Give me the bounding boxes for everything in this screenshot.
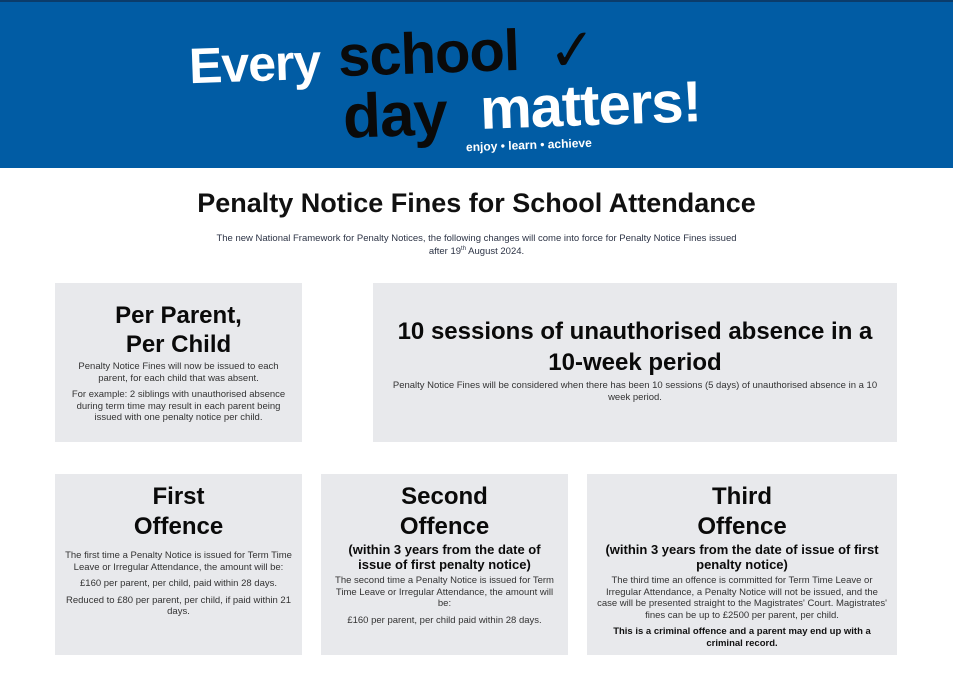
heading-line2: Offence <box>697 513 787 540</box>
checkmark-icon: ✓ <box>545 16 599 85</box>
heading-line1: First <box>152 483 205 510</box>
heading-line1: Second <box>401 483 488 510</box>
fine-amount-text: £160 per parent, per child paid within 28 days. <box>347 614 542 626</box>
fine-amount-text: £160 per parent, per child, paid within 28 days. <box>80 578 277 589</box>
card-heading <box>381 316 889 378</box>
criminal-record-warning: This is a criminal offence and a parent may end up with a criminal record. <box>613 626 871 649</box>
card-ten-sessions <box>373 283 897 442</box>
heading-line2: Offence <box>133 513 224 540</box>
heading-line1: Third <box>712 483 772 510</box>
page-subtitle <box>180 233 773 257</box>
subtitle-line1: The new National Framework for Penalty Notices, the following changes will come into force for Penalty Notice Fines issued <box>216 233 737 244</box>
card-second-offence <box>321 474 568 655</box>
card-heading <box>65 482 292 542</box>
heading-line1: Per Parent, <box>115 302 242 329</box>
subtitle-line2-pre: after 19 <box>428 246 462 258</box>
card-heading <box>595 482 889 542</box>
page-title: Penalty Notice Fines for School Attendance <box>197 188 756 218</box>
heading-line2: Offence <box>399 513 490 540</box>
subtitle-ordinal: th <box>461 246 467 252</box>
banner-word-matters: matters! <box>478 69 702 142</box>
campaign-banner <box>0 0 953 168</box>
card-per-parent-per-child <box>55 283 302 442</box>
card-subheading: (within 3 years from the date of issue of first penalty notice) <box>605 542 879 572</box>
card-heading <box>65 301 292 359</box>
card-example-text: For example: 2 siblings with unauthorised absence during term time may result in each parent being issued with one penalty notice per child. <box>71 389 286 423</box>
banner-tagline: enjoy • learn • achieve <box>465 135 593 155</box>
subtitle-line2-post: August 2024. <box>466 246 525 258</box>
card-heading <box>331 482 558 542</box>
heading-line2: 10-week period <box>548 349 722 376</box>
card-first-offence <box>55 474 302 655</box>
card-text: Penalty Notice Fines will be considered when there has been 10 sessions (5 days) of unauthorised absence in a 10 week period. <box>392 380 878 403</box>
card-text: The second time a Penalty Notice is issued for Term Time Leave or Irregular Attendance, the amount will be: <box>335 575 554 609</box>
banner-word-day: day <box>341 79 449 152</box>
card-subheading: (within 3 years from the date of issue of first penalty notice) <box>348 542 541 572</box>
banner-word-school: school <box>336 17 521 90</box>
card-third-offence <box>587 474 897 655</box>
heading-line2: Per Child <box>125 331 232 358</box>
reduced-fine-text: Reduced to £80 per parent, per child, if paid within 21 days. <box>66 594 291 617</box>
card-text: The third time an offence is committed for Term Time Leave or Irregular Attendance, a Penalty Notice will not be issued, and the case will be presented straight to the Magistrates' Court. Magistrates' fines can be up to £2500 per parent, per child. <box>597 575 887 621</box>
heading-line1: 10 sessions of unauthorised absence in a <box>397 318 873 345</box>
card-text: The first time a Penalty Notice is issued for Term Time Leave or Irregular Attendance, the amount will be: <box>65 550 292 573</box>
banner-word-every: Every <box>188 33 322 95</box>
card-text: Penalty Notice Fines will now be issued to each parent, for each child that was absent. <box>78 361 279 384</box>
